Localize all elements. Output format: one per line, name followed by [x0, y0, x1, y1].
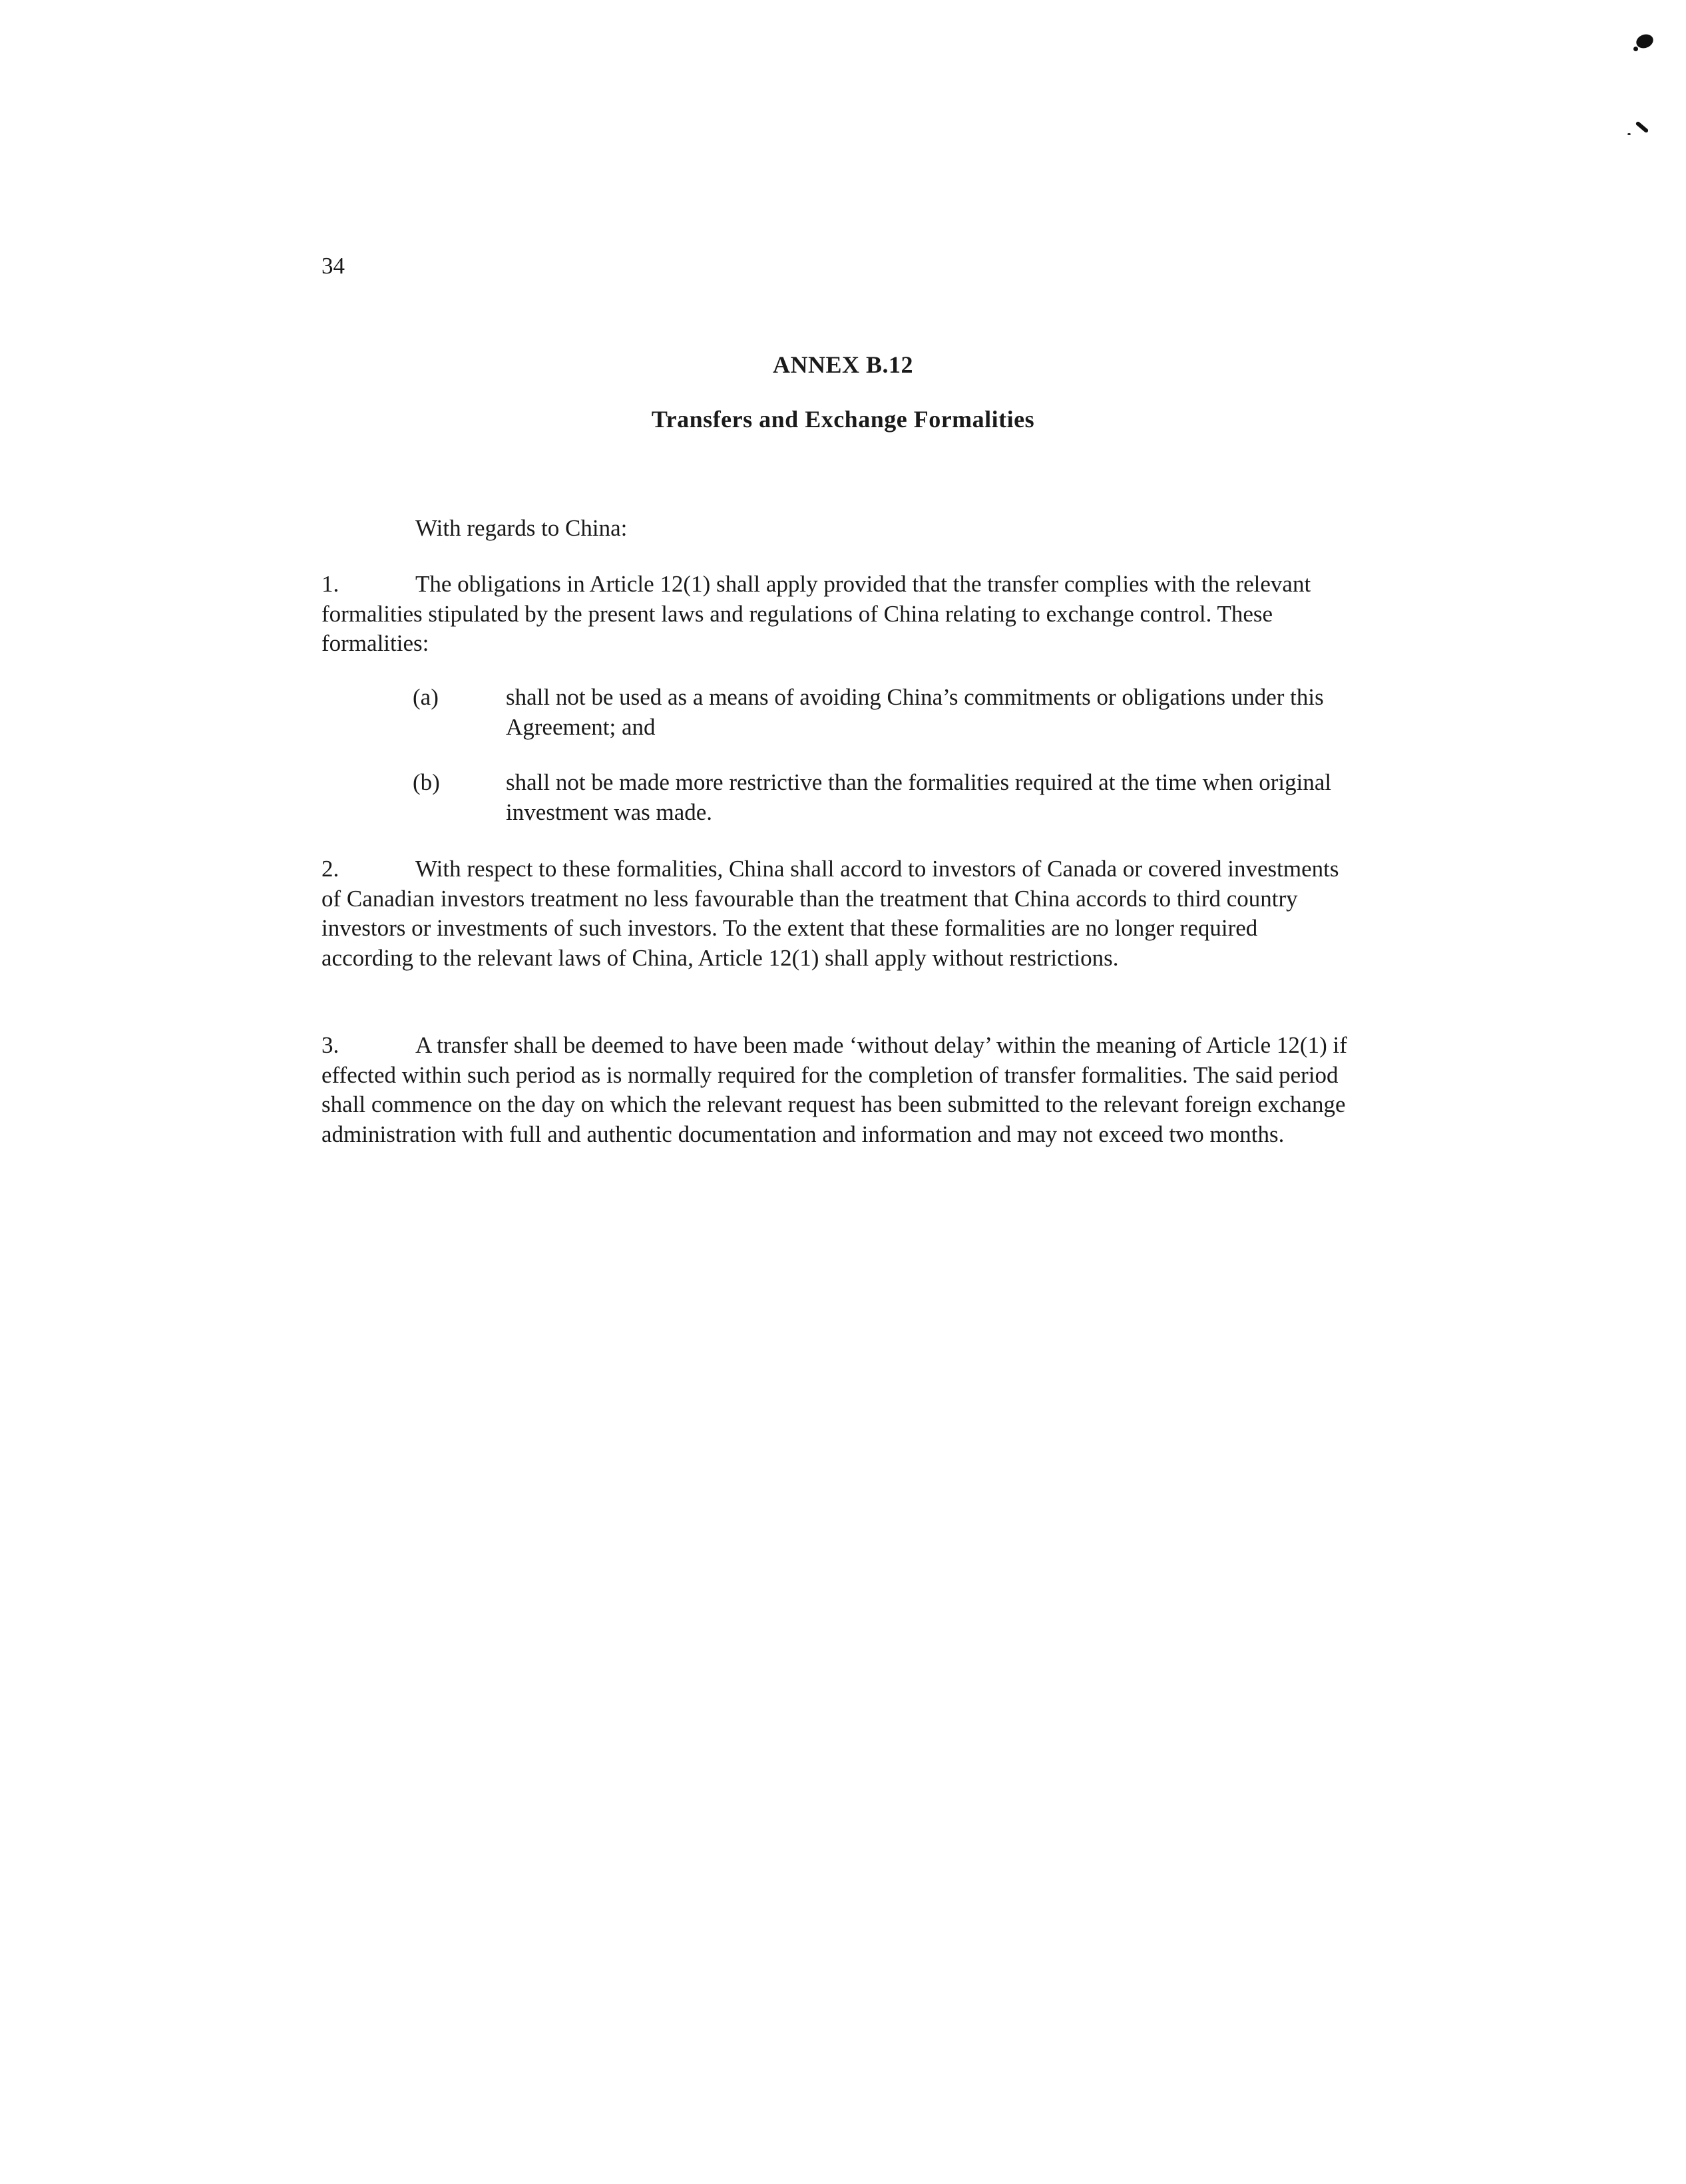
sub-item-text: shall not be made more restrictive than the formalities required at the time when original investment was made. — [506, 769, 1332, 825]
scan-speck — [1635, 121, 1649, 134]
annex-subtitle: Transfers and Exchange Formalities — [651, 406, 1035, 433]
scan-speck — [1633, 47, 1638, 51]
scan-speck — [1627, 133, 1631, 135]
paragraph-2 — [321, 854, 1353, 973]
sub-item-b — [413, 768, 1358, 827]
sub-item-a — [413, 683, 1358, 742]
paragraph-number: 2. — [321, 856, 339, 882]
paragraph-3 — [321, 1031, 1353, 1149]
paragraph-1 — [321, 570, 1353, 659]
page-number: 34 — [321, 253, 345, 279]
paragraph-number: 1. — [321, 571, 339, 597]
paragraph-text: A transfer shall be deemed to have been made ‘without delay’ within the meaning of Article 12(1) if effected within such period as is normally required for the completion of transfer formalities. The said period shall commence on the day on which the relevant request has been submitted to the relevant foreign exchange administration with full and authentic documentation and information and may not exceed two months. — [321, 1032, 1347, 1147]
paragraph-text: With respect to these formalities, China shall accord to investors of Canada or covered investments of Canadian investors treatment no less favourable than the treatment that China accords to third country investors or investments of such investors. To the extent that these formalities are no longer required according to the relevant laws of China, Article 12(1) shall apply without restrictions. — [321, 856, 1339, 971]
sub-item-label: (a) — [413, 684, 439, 710]
paragraph-number: 3. — [321, 1032, 339, 1058]
annex-title: ANNEX B.12 — [772, 351, 913, 378]
sub-item-label: (b) — [413, 769, 440, 795]
sub-item-text: shall not be used as a means of avoiding China’s commitments or obligations under this Agreement; and — [506, 684, 1324, 740]
paragraph-text: The obligations in Article 12(1) shall apply provided that the transfer complies with the relevant formalities stipulated by the present laws and regulations of China relating to exchange control. These formalities: — [321, 571, 1311, 656]
intro-text: With regards to China: — [415, 515, 628, 541]
